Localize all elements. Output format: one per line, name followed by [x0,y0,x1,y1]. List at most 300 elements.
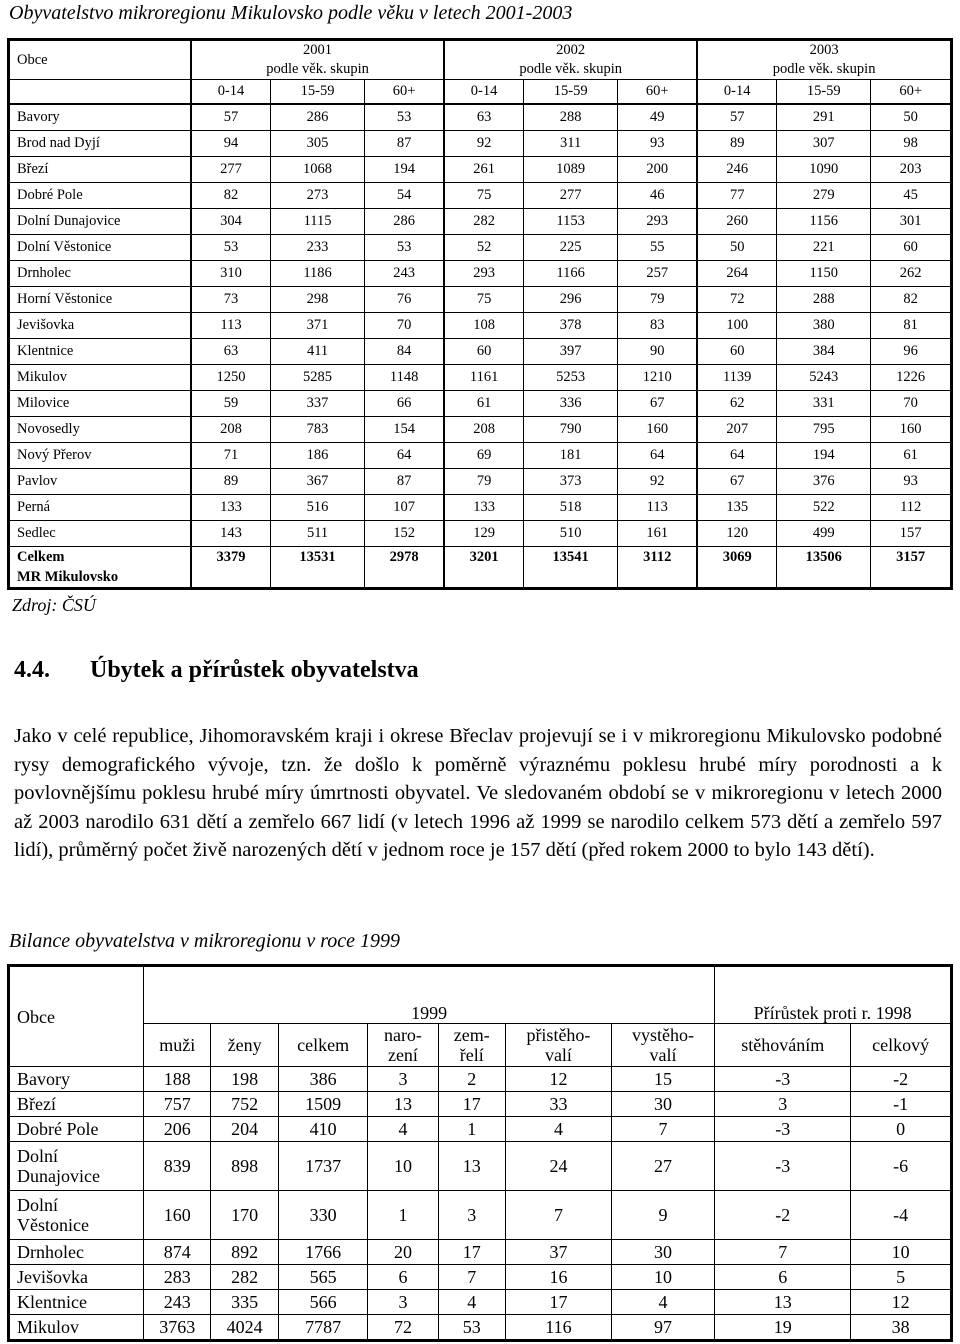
value-cell: 208 [444,417,523,443]
column-header-0 [144,1024,211,1067]
municipality-name: Horní Věstonice [9,287,192,313]
municipality-name: Dolní Věstonice [9,235,192,261]
total-label-line2: MR Mikulovsko [17,569,119,585]
value-cell: 50 [871,104,952,131]
value-cell: 200 [618,157,697,183]
table-row [9,1117,952,1142]
value-cell: 82 [871,287,952,313]
value-cell: 330 [278,1191,367,1240]
empty-header-cell [9,80,192,105]
value-cell: 7 [715,1240,851,1265]
table-row [9,1265,952,1290]
value-cell: 10 [611,1265,714,1290]
year-header-2001: 2001 [191,40,444,61]
value-cell: 113 [618,495,697,521]
column-header-1 [211,1024,278,1067]
value-cell: 1068 [270,157,364,183]
value-cell: 97 [611,1315,714,1341]
value-cell: -3 [715,1117,851,1142]
municipality-name: Brod nad Dyjí [9,131,192,157]
value-cell: 1737 [278,1142,367,1191]
value-cell: 277 [191,157,270,183]
column-header-line: valí [649,1045,677,1065]
value-cell: 510 [524,521,618,547]
column-header-line: celkový [872,1035,930,1055]
value-cell: 89 [191,469,270,495]
value-cell: 273 [270,183,364,209]
value-cell: 98 [871,131,952,157]
group-header-2002: podle věk. skupin [444,60,697,80]
value-cell: 499 [777,521,871,547]
municipality-name-line: Dolní [17,1146,59,1166]
value-cell: 1150 [777,261,871,287]
value-cell: 410 [278,1117,367,1142]
total-value-cell: 3069 [697,547,776,589]
column-header-line: naro- [383,1025,422,1045]
value-cell: 161 [618,521,697,547]
municipality-name: Sedlec [9,521,192,547]
value-cell: 874 [144,1240,211,1265]
table-row [9,1092,952,1117]
section-heading [14,655,419,685]
value-cell: 335 [211,1290,278,1315]
value-cell: 286 [270,104,364,131]
municipality-name [9,1240,144,1265]
value-cell: 7787 [278,1315,367,1341]
table-row [9,1142,952,1191]
value-cell: 133 [444,495,523,521]
value-cell: 63 [444,104,523,131]
total-value-cell: 2978 [365,547,444,589]
value-cell: 108 [444,313,523,339]
value-cell: 795 [777,417,871,443]
value-cell: 53 [365,235,444,261]
value-cell: 298 [270,287,364,313]
municipality-name-line: Klentnice [17,1292,87,1312]
value-cell: 70 [365,313,444,339]
table-row [9,209,952,235]
value-cell: 33 [505,1092,611,1117]
group-header-2001: podle věk. skupin [191,60,444,80]
municipality-name-line: Jevišovka [17,1267,88,1287]
age-header-2001-60+: 60+ [365,80,444,105]
value-cell: 286 [365,209,444,235]
column-header-4 [438,1024,505,1067]
obce-header: Obce [9,966,144,1067]
value-cell: 1250 [191,365,270,391]
value-cell: 1148 [365,365,444,391]
municipality-name-line: Dolní [17,1195,59,1215]
value-cell: 5285 [270,365,364,391]
value-cell: 60 [871,235,952,261]
value-cell: 5253 [524,365,618,391]
municipality-name-line: Věstonice [17,1215,89,1235]
value-cell: 203 [871,157,952,183]
value-cell: -6 [851,1142,952,1191]
municipality-name: Bavory [9,104,192,131]
municipality-name [9,1191,144,1240]
value-cell: 288 [777,287,871,313]
value-cell: 13 [715,1290,851,1315]
total-label-line1: Celkem [17,549,65,565]
value-cell: 757 [144,1092,211,1117]
value-cell: 152 [365,521,444,547]
value-cell: 76 [365,287,444,313]
value-cell: 92 [618,469,697,495]
value-cell: 12 [851,1290,952,1315]
value-cell: 1139 [697,365,776,391]
age-header-2003-0-14: 0-14 [697,80,776,105]
header-row-top [9,966,952,1024]
value-cell: 62 [697,391,776,417]
value-cell: 3763 [144,1315,211,1341]
year-header-2003: 2003 [697,40,951,61]
table-row [9,183,952,209]
column-header-7 [715,1024,851,1067]
value-cell: 0 [851,1117,952,1142]
table2-caption: Bilance obyvatelstva v mikroregionu v roce 1999 [9,930,400,952]
column-header-8 [851,1024,952,1067]
municipality-name: Mikulov [9,365,192,391]
value-cell: 24 [505,1142,611,1191]
value-cell: 898 [211,1142,278,1191]
value-cell: 1186 [270,261,364,287]
value-cell: 19 [715,1315,851,1341]
column-header-2 [278,1024,367,1067]
value-cell: 46 [618,183,697,209]
value-cell: 54 [365,183,444,209]
value-cell: 84 [365,339,444,365]
value-cell: 160 [144,1191,211,1240]
value-cell: 3 [715,1092,851,1117]
value-cell: -2 [851,1067,952,1092]
value-cell: 2 [438,1067,505,1092]
value-cell: 87 [365,469,444,495]
value-cell: 839 [144,1142,211,1191]
table-row [9,417,952,443]
value-cell: 264 [697,261,776,287]
value-cell: 89 [697,131,776,157]
value-cell: 311 [524,131,618,157]
value-cell: 133 [191,495,270,521]
table-row [9,261,952,287]
municipality-name-line: Dunajovice [17,1166,100,1186]
value-cell: 17 [438,1092,505,1117]
value-cell: 1 [368,1191,438,1240]
value-cell: 13 [438,1142,505,1191]
municipality-name [9,1092,144,1117]
municipality-name: Drnholec [9,261,192,287]
value-cell: 207 [697,417,776,443]
value-cell: 143 [191,521,270,547]
table-row [9,339,952,365]
municipality-name [9,1142,144,1191]
value-cell: 380 [777,313,871,339]
table-row [9,313,952,339]
municipality-name: Dobré Pole [9,183,192,209]
body-paragraph: Jako v celé republice, Jihomoravském kraji i okrese Břeclav projevují se i v mikroregionu Mikulovsko podobné rysy demografického vývoje, tzn. že došlo k poměrně výraznému poklesu hrubé míry porodnosti a k povlovnějšímu poklesu hrubé míry úmrtnosti obyvatel. Ve sledovaném období se v mikroregionu v letech 2000 až 2003 narodilo 631 dětí a zemřelo 667 lidí (v letech 1996 až 1999 se narodilo celkem 573 dětí a zemřelo 597 lidí), průměrný počet živě narozených dětí v jednom roce je 157 dětí (před rokem 2000 to bylo 143 dětí). [14,725,942,862]
section-title: Úbytek a přírůstek obyvatelstva [90,657,419,683]
value-cell: 64 [697,443,776,469]
value-cell: 82 [191,183,270,209]
table-row [9,157,952,183]
value-cell: 70 [871,391,952,417]
municipality-name: Novosedly [9,417,192,443]
value-cell: 221 [777,235,871,261]
value-cell: 64 [365,443,444,469]
column-header-line: zem- [453,1025,490,1045]
value-cell: 892 [211,1240,278,1265]
value-cell: 12 [505,1067,611,1092]
value-cell: 72 [697,287,776,313]
age-structure-table [7,38,953,590]
table-row [9,443,952,469]
value-cell: 1153 [524,209,618,235]
value-cell: 194 [777,443,871,469]
value-cell: 67 [697,469,776,495]
table-row [9,495,952,521]
population-balance-table [7,964,953,1342]
municipality-name-line: Bavory [17,1069,70,1089]
value-cell: 1210 [618,365,697,391]
total-label [9,547,192,589]
value-cell: -1 [851,1092,952,1117]
value-cell: 120 [697,521,776,547]
column-header-line: celkem [297,1035,350,1055]
value-cell: 371 [270,313,364,339]
value-cell: 7 [505,1191,611,1240]
value-cell: 7 [438,1265,505,1290]
value-cell: 181 [524,443,618,469]
value-cell: 198 [211,1067,278,1092]
value-cell: 262 [871,261,952,287]
value-cell: 61 [444,391,523,417]
value-cell: 17 [438,1240,505,1265]
value-cell: 246 [697,157,776,183]
table-row [9,1240,952,1265]
value-cell: 157 [871,521,952,547]
value-cell: 1226 [871,365,952,391]
municipality-name-line: Dobré Pole [17,1119,99,1139]
value-cell: 75 [444,287,523,313]
header-row-ages [9,80,952,105]
table-row [9,1290,952,1315]
column-header-line: zení [387,1045,418,1065]
value-cell: 1 [438,1117,505,1142]
value-cell: 53 [365,104,444,131]
municipality-name [9,1265,144,1290]
value-cell: 87 [365,131,444,157]
value-cell: 282 [444,209,523,235]
value-cell: 373 [524,469,618,495]
value-cell: 188 [144,1067,211,1092]
header-row-columns [9,1024,952,1067]
value-cell: 208 [191,417,270,443]
municipality-name-line: Drnholec [17,1242,84,1262]
value-cell: 59 [191,391,270,417]
value-cell: 243 [144,1290,211,1315]
value-cell: 63 [191,339,270,365]
municipality-name: Nový Přerov [9,443,192,469]
value-cell: 94 [191,131,270,157]
age-header-2003-15-59: 15-59 [777,80,871,105]
value-cell: 3 [368,1067,438,1092]
source-note: Zdroj: ČSÚ [12,595,96,615]
value-cell: 331 [777,391,871,417]
header-row-years [9,40,952,61]
value-cell: 378 [524,313,618,339]
value-cell: 100 [697,313,776,339]
value-cell: 112 [871,495,952,521]
column-header-line: vystěho- [632,1025,695,1045]
table-row [9,287,952,313]
municipality-name: Perná [9,495,192,521]
value-cell: 4024 [211,1315,278,1341]
value-cell: 50 [697,235,776,261]
age-header-2002-15-59: 15-59 [524,80,618,105]
value-cell: 277 [524,183,618,209]
value-cell: 77 [697,183,776,209]
value-cell: 310 [191,261,270,287]
value-cell: -4 [851,1191,952,1240]
column-header-5 [505,1024,611,1067]
value-cell: 3 [368,1290,438,1315]
value-cell: 83 [618,313,697,339]
value-cell: 55 [618,235,697,261]
value-cell: 376 [777,469,871,495]
value-cell: 1115 [270,209,364,235]
value-cell: 10 [368,1142,438,1191]
value-cell: 1166 [524,261,618,287]
value-cell: 384 [777,339,871,365]
value-cell: 60 [444,339,523,365]
column-header-line: ženy [227,1035,262,1055]
increase-header: Přírůstek proti r. 1998 [715,966,952,1024]
value-cell: -2 [715,1191,851,1240]
municipality-name [9,1067,144,1092]
value-cell: 7 [611,1117,714,1142]
age-header-2002-60+: 60+ [618,80,697,105]
table-row [9,1067,952,1092]
value-cell: 15 [611,1067,714,1092]
value-cell: 516 [270,495,364,521]
age-header-2001-0-14: 0-14 [191,80,270,105]
year-header-1999: 1999 [144,966,715,1024]
value-cell: 4 [505,1117,611,1142]
value-cell: 129 [444,521,523,547]
value-cell: 1161 [444,365,523,391]
value-cell: 30 [611,1092,714,1117]
value-cell: 386 [278,1067,367,1092]
table-row [9,521,952,547]
value-cell: 296 [524,287,618,313]
value-cell: 233 [270,235,364,261]
table-row [9,1315,952,1341]
value-cell: 96 [871,339,952,365]
value-cell: 336 [524,391,618,417]
value-cell: 66 [365,391,444,417]
value-cell: 194 [365,157,444,183]
value-cell: 27 [611,1142,714,1191]
municipality-name [9,1315,144,1341]
value-cell: 1766 [278,1240,367,1265]
municipality-name: Milovice [9,391,192,417]
municipality-name [9,1290,144,1315]
value-cell: 16 [505,1265,611,1290]
value-cell: 288 [524,104,618,131]
value-cell: 81 [871,313,952,339]
value-cell: 170 [211,1191,278,1240]
value-cell: 397 [524,339,618,365]
value-cell: 90 [618,339,697,365]
municipality-name: Pavlov [9,469,192,495]
total-value-cell: 3157 [871,547,952,589]
table-row [9,365,952,391]
value-cell: 518 [524,495,618,521]
municipality-name [9,1117,144,1142]
value-cell: 243 [365,261,444,287]
total-row [9,547,952,589]
age-header-2003-60+: 60+ [871,80,952,105]
municipality-name: Dolní Dunajovice [9,209,192,235]
value-cell: 301 [871,209,952,235]
column-header-line: muži [159,1035,196,1055]
table-row [9,131,952,157]
municipality-name-line: Březí [17,1094,56,1114]
value-cell: 60 [697,339,776,365]
value-cell: 305 [270,131,364,157]
value-cell: 53 [438,1315,505,1341]
value-cell: 37 [505,1240,611,1265]
value-cell: 186 [270,443,364,469]
section-number: 4.4. [14,657,50,683]
municipality-name: Březí [9,157,192,183]
value-cell: 57 [191,104,270,131]
value-cell: 206 [144,1117,211,1142]
value-cell: 293 [618,209,697,235]
value-cell: 116 [505,1315,611,1341]
value-cell: 113 [191,313,270,339]
table-row [9,469,952,495]
value-cell: 279 [777,183,871,209]
value-cell: 304 [191,209,270,235]
value-cell: 69 [444,443,523,469]
value-cell: 1509 [278,1092,367,1117]
value-cell: 93 [871,469,952,495]
value-cell: 337 [270,391,364,417]
value-cell: 13 [368,1092,438,1117]
value-cell: 282 [211,1265,278,1290]
table1-caption: Obyvatelstvo mikroregionu Mikulovsko podle věku v letech 2001-2003 [9,2,573,24]
value-cell: 38 [851,1315,952,1341]
value-cell: 75 [444,183,523,209]
age-header-2001-15-59: 15-59 [270,80,364,105]
value-cell: 79 [618,287,697,313]
value-cell: 204 [211,1117,278,1142]
value-cell: 293 [444,261,523,287]
column-header-line: valí [544,1045,572,1065]
column-header-line: řelí [459,1045,484,1065]
column-header-6 [611,1024,714,1067]
total-value-cell: 13541 [524,547,618,589]
value-cell: 566 [278,1290,367,1315]
value-cell: 49 [618,104,697,131]
value-cell: 9 [611,1191,714,1240]
value-cell: 30 [611,1240,714,1265]
value-cell: 135 [697,495,776,521]
column-header-line: stěhováním [741,1035,825,1055]
value-cell: 92 [444,131,523,157]
